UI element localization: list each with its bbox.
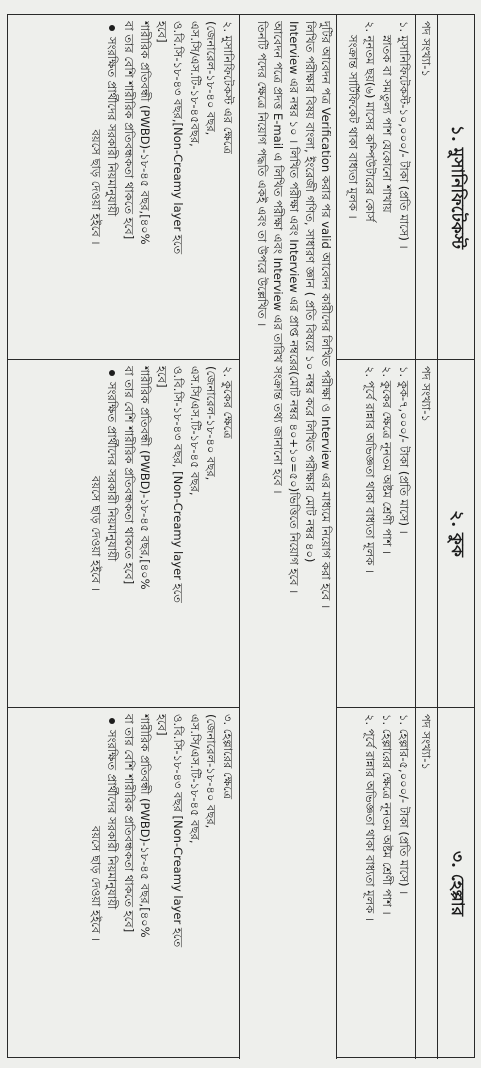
age-line: ২. মুসানিফিটেকস্ট এর ক্ষেত্রে: [221, 21, 235, 154]
column-2-age-limits: [8, 360, 239, 707]
relaxation-line: বয়সে ছাড় দেওয়া হইবে ।: [89, 476, 103, 591]
column-3-age-limits: [8, 708, 239, 1059]
column-1-requirements: [337, 15, 437, 359]
process-line: আবেদন পত্রে প্রদত্ত E-mail এ লিখিত পরীক্ষা এবং Interview এর তারিখ সংক্রান্ত তথ্য জানানো হবে ।: [271, 21, 285, 494]
column-3: [8, 708, 437, 1059]
requirement-line: ২. নূনতম ছয়(৬) মাসের কম্পিউটারের কোর্স: [363, 21, 377, 222]
salary-line: ১. হেল্পার-৫,০০০/- টাকা (প্রতি মাসে) ।: [397, 714, 411, 895]
process-line: তিনটি পদের ক্ষেত্রে নিয়োগ পদ্ধতি একই এবং তা উপরে উল্লেখিত ।: [255, 21, 269, 327]
relaxation-text: সংরক্ষিত প্রার্থীদের সরকারী নিয়মানুযায়ী: [105, 382, 120, 562]
relaxation-line: বয়সে ছাড় দেওয়া হইবে ।: [89, 129, 103, 245]
age-line: (জেনারেল-১৮-৪০ বছর,: [204, 21, 219, 136]
relaxation-line: [104, 366, 121, 701]
recruitment-table: [7, 14, 475, 1058]
relaxation-line: [104, 714, 121, 1053]
requirement-line: ১. হেল্পারের ক্ষেত্রে নূনতম অষ্টম শ্রেণী পাশ ।: [380, 714, 394, 915]
bullet-icon: [110, 370, 116, 376]
post-count: পদ সংখ্যা-১: [419, 21, 433, 77]
requirement-line: ২. কুকের ক্ষেত্রে নূনতম অষ্টম শ্রেণী পাশ ।: [380, 366, 394, 555]
age-line: এস.সি/এস.টি-১৮-৪৫ বছর,: [188, 366, 202, 496]
age-line: বা তার বেশি শারীরিক প্রতিবন্ধকতা থাকতে হবে]: [122, 714, 136, 933]
age-line: ৩. হেল্পারের ক্ষেত্রে: [221, 714, 235, 800]
process-line: দুটির আবেদন পত্র Verification করার পর valid আবেদন কারীদের লিখিত পরীক্ষা ও Interview এর মাধ্যমে নিয়োগ করা হবে ।: [319, 21, 333, 609]
requirement-line: ২. পূর্বে রান্নার অভিজ্ঞতা থাকা বাধ্যতা মূলক ।: [363, 714, 377, 921]
column-2: [8, 360, 437, 708]
relaxation-text: সংরক্ষিত প্রার্থীদের সরকারী নিয়মানুযায়ী: [105, 730, 120, 910]
header-col-1: [437, 15, 474, 360]
age-line: শারীরিক প্রতিবন্ধী (PWBD)-১৮-৪৫ বছর,[৪০%: [138, 21, 153, 245]
age-line: (জেনারেল-১৮-৪০ বছর,: [204, 714, 219, 829]
relaxation-text: সংরক্ষিত প্রার্থীদের সরকারী নিয়মানুযায়ী: [105, 37, 120, 217]
header-text: ২. কুক: [447, 510, 467, 557]
requirement-line: সংক্রান্ত সার্টিফিকেট থাকা বাধ্যতা মূলক ।: [346, 35, 360, 219]
bullet-icon: [110, 718, 116, 724]
header-col-2: [437, 360, 474, 708]
age-line: ও.বি.সি-১৮-৪৩ বছর [Non-Creamy layer হতে: [171, 714, 186, 948]
bullet-icon: [110, 25, 116, 31]
age-line: হবে]: [155, 714, 169, 736]
process-line: Interview এর নম্বর ১০ । লিখিত পরীক্ষা এবং Interview এর প্রাপ্ত নম্বরের(মোট নম্বর ৪০+১০=৫০)ভিত্তিতে নিয়োগ হবে ।: [287, 21, 301, 594]
selection-process-row: [239, 15, 337, 1059]
salary-line: ১. মুসানিফিটেকস্ট-১০,০০০/- টাকা (প্রতি মাসে) ।: [397, 21, 411, 249]
age-line: শারীরিক প্রতিবন্ধী (PWBD)-১৮-৪৫ বছর,[৪০%: [138, 714, 153, 938]
post-count: পদ সংখ্যা-১: [419, 714, 433, 770]
column-3-requirements: [337, 708, 437, 1059]
age-line: (জেনারেল-১৮-৪০ বছর,: [204, 366, 219, 481]
age-line: হবে]: [155, 366, 169, 388]
age-line: হবে]: [155, 21, 169, 43]
header-text: ৩. হেল্পার: [447, 850, 467, 917]
column-1-age-limits: [8, 15, 239, 359]
age-line: ২. কুকের ক্ষেত্রে: [221, 366, 235, 439]
age-line: ও.বি.সি-১৮-৪৩ বছর, [Non-Creamy layer হতে: [171, 366, 186, 603]
age-line: এস.সি/এস.টি-১৮-৪৫বছর,: [188, 21, 202, 147]
column-2-requirements: [337, 360, 437, 707]
salary-line: ১. কুক-৭,০০০/- টাকা (প্রতি মাসে) ।: [397, 366, 411, 534]
age-line: শারীরিক প্রতিবন্ধী (PWBD)-১৮-৪৫ বছর,[৪০%: [138, 366, 153, 590]
requirement-line: স্নাতক বা সমতুল্য পাশ যেকোনো শাখায়: [380, 35, 394, 213]
age-line: এস.সি/এস.টি-১৮-৪৫ বছর,: [188, 714, 202, 844]
age-line: বা তার বেশি শারীরিক প্রতিবন্ধকতা থাকতে হবে]: [122, 366, 136, 585]
column-1: [8, 15, 437, 360]
header-col-3: [437, 708, 474, 1059]
process-line: লিখিত পরীক্ষার বিষয় বাংলা, ইংরেজী গণিত, সাধারণ জ্ঞান ( প্রতি বিষয়ে ১০ নম্বর করে লিখিত পরীক্ষার মোট নম্বর ৪০): [303, 21, 317, 563]
post-count: পদ সংখ্যা-১: [419, 366, 433, 422]
age-line: বা তার বেশি শারীরিক প্রতিবন্ধকতা থাকতে হবে]: [122, 21, 136, 240]
requirement-line: ২. পূর্বে রান্নার অভিজ্ঞতা থাকা বাধ্যতা মূলক ।: [363, 366, 377, 573]
header-text: ১. মুসানিফিটেকস্ট: [447, 124, 467, 250]
relaxation-line: [104, 21, 121, 353]
age-line: ও.বি.সি-১৮-৪৩ বছর,[Non-Creamy layer হতে: [171, 21, 186, 255]
relaxation-line: বয়সে ছাড় দেওয়া হইবে ।: [89, 826, 103, 941]
